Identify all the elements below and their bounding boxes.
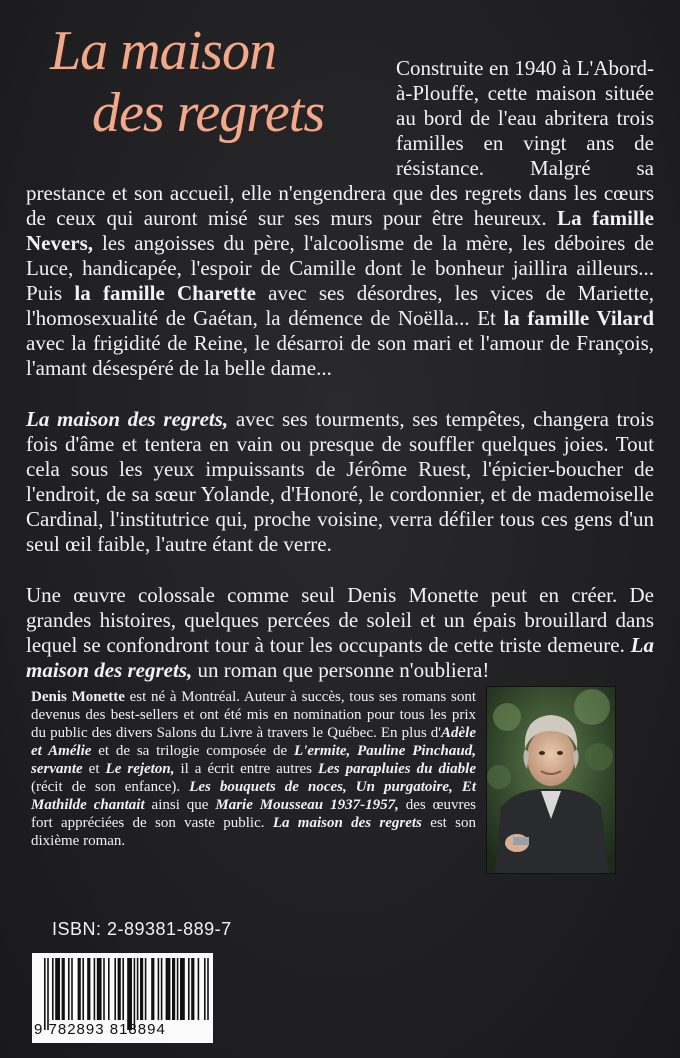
isbn-label: ISBN: 2-89381-889-7: [52, 919, 232, 939]
author-photo: [486, 686, 616, 874]
barcode-bar: [140, 958, 143, 1020]
barcode-bar: [44, 958, 46, 1030]
barcode-bar: [55, 958, 60, 1020]
emphasis-text: Marie Mousseau 1937-1957,: [215, 797, 399, 813]
barcode-bar: [71, 958, 73, 1020]
barcode-bar: [97, 958, 102, 1020]
barcode-bar: [191, 958, 194, 1020]
barcode: [32, 953, 213, 1043]
emphasis-text: la famille Charette: [74, 281, 256, 305]
emphasis-text: La maison des regrets,: [26, 633, 654, 682]
barcode-bar: [103, 958, 105, 1020]
barcode-bar: [180, 958, 185, 1020]
author-bio: [31, 688, 476, 850]
barcode-bar: [68, 958, 70, 1020]
barcode-bar: [161, 958, 163, 1020]
body-text: ainsi que: [144, 797, 216, 813]
emphasis-text: Le rejeton,: [105, 761, 175, 777]
body-text: est son dixième roman.: [31, 815, 476, 849]
barcode-bar: [158, 958, 160, 1020]
book-title-line-1: La maison: [50, 20, 276, 82]
barcode-bar: [137, 958, 139, 1020]
barcode-bar: [87, 958, 90, 1020]
barcode-bar: [114, 958, 116, 1020]
emphasis-text: La famille Nevers,: [26, 206, 654, 255]
body-text: des œuvres fort appréciées de son vaste public.: [31, 797, 476, 831]
body-text: et de sa trilogie composée de: [91, 743, 295, 759]
barcode-bar: [52, 958, 54, 1020]
barcode-bar: [134, 958, 136, 1030]
barcode-bar: [145, 958, 147, 1020]
barcode-bar: [151, 958, 154, 1020]
body-text: avec la frigidité de Reine, le désarroi de son mari et l'amour de François, l'amant désespéré de la belle dame...: [26, 331, 654, 380]
barcode-bar: [78, 958, 81, 1020]
barcode-digits: 9 782893 818894: [34, 1021, 166, 1038]
barcode-bar: [82, 958, 84, 1020]
body-text: est né à Montréal. Auteur à succès, tous ses romans sont devenus des best-sellers et ont été mis en nomination pour tous les prix du public des divers Salons du Livre à travers le Québec. En plus d': [31, 689, 476, 741]
emphasis-text: L'ermite, Pauline Pinchaud, servante: [31, 743, 476, 777]
barcode-bar: [62, 958, 65, 1020]
barcode-bar: [122, 958, 124, 1020]
body-text: un roman que personne n'oubliera!: [192, 658, 490, 682]
barcode-bar: [118, 958, 121, 1020]
body-text: il a écrit entre autres: [174, 761, 318, 777]
barcode-bar: [127, 958, 132, 1030]
barcode-bar: [207, 958, 209, 1020]
barcode-bar: [177, 958, 179, 1020]
synopsis-paragraph-3: [26, 583, 654, 683]
emphasis-text: La maison des regrets,: [26, 407, 229, 431]
barcode-bar: [188, 958, 190, 1020]
book-title-line-2: des regrets: [92, 82, 325, 144]
emphasis-text: Les bouquets de noces, Un purgatoire, Et Mathilde chantait: [31, 779, 476, 813]
body-text: (récit de son enfance).: [31, 779, 190, 795]
barcode-bar: [166, 958, 171, 1020]
body-text: les angoisses du père, l'alcoolisme de la mère, les déboires de Luce, handicapée, l'espoir de Camille dont le bonheur jaillira ailleurs... Puis: [26, 231, 654, 305]
barcode-bar: [172, 958, 175, 1020]
barcode-bar: [204, 958, 206, 1020]
emphasis-text: Denis Monette: [31, 689, 125, 705]
barcode-bar: [108, 958, 110, 1020]
body-text: avec ses tourments, ses tempêtes, changera trois fois d'âme et tentera en vain ou presque de souffler quelques joies. Tout cela sous les yeux impuissants de Jérôme Ruest, l'épicier-boucher de l'endroit, de sa sœur Yolande, d'Honoré, le cordonnier, et de mademoiselle Cardinal, l'institutrice qui, proche voisine, verra défiler tous ces gens d'un seul œil faible, l'autre étant de verre.: [26, 407, 654, 556]
barcode-bar: [47, 958, 49, 1030]
title-float-spacer: [26, 56, 396, 180]
body-text: avec ses désordres, les vices de Mariette, l'homosexualité de Gaétan, la démence de Noëlla... Et: [26, 281, 655, 330]
barcode-bar: [198, 958, 200, 1020]
synopsis: [26, 56, 654, 709]
synopsis-paragraph-2: [26, 407, 654, 557]
author-portrait-illustration: [487, 687, 615, 873]
emphasis-text: La maison des regrets: [272, 815, 422, 831]
emphasis-text: Les parapluies du diable: [317, 761, 477, 777]
body-text: Une œuvre colossale comme seul Denis Monette peut en créer. De grandes histoires, quelques percées de soleil et un épais brouillard dans lequel se confondront tour à tour les occupants de cette triste demeure.: [26, 583, 654, 657]
barcode-bar: [94, 958, 96, 1020]
body-text: Construite en 1940 à L'Abord-à-Plouffe, cette maison située au bord de l'eau abritera trois familles en vingt ans de résistance. Malgré sa prestance et son accueil, elle n'engendrera que des regrets dans les cœurs de ceux qui auront misé sur ses murs pour être heureux.: [26, 56, 654, 230]
emphasis-text: Adèle et Amélie: [31, 725, 476, 759]
emphasis-text: la famille Vilard: [503, 306, 655, 330]
body-text: et: [82, 761, 106, 777]
